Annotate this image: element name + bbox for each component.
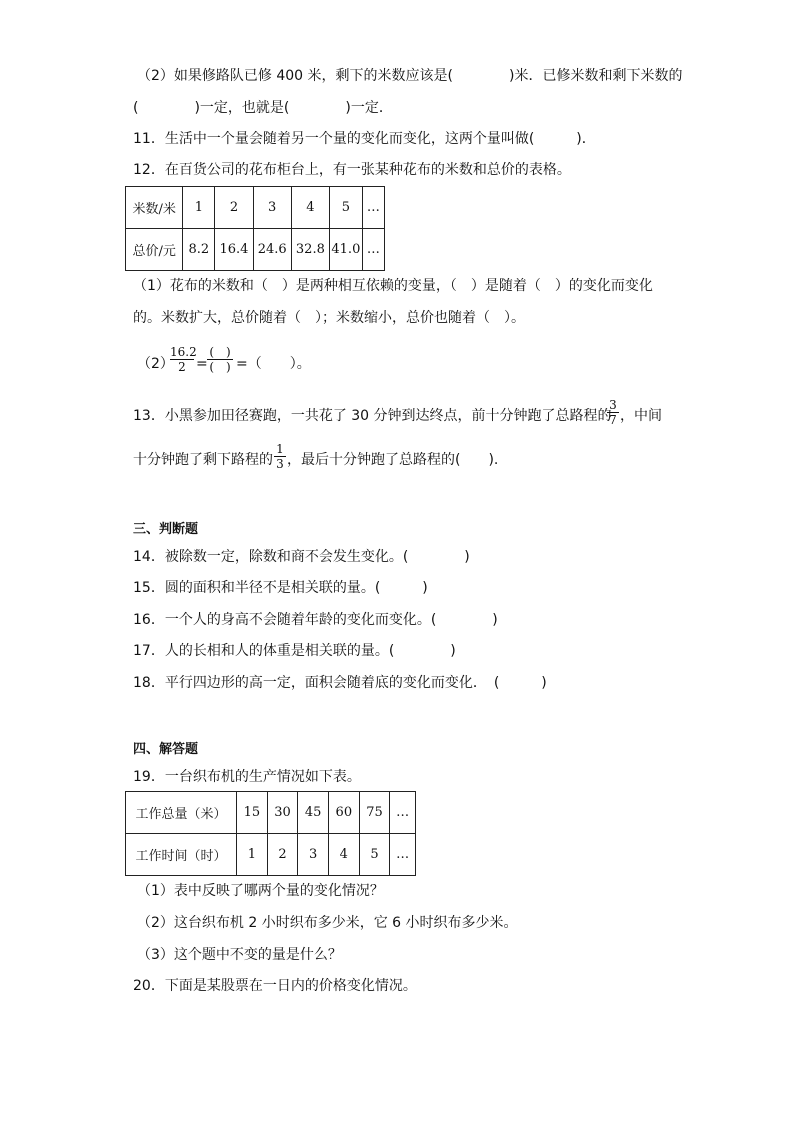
table-cell: 15 — [237, 792, 268, 834]
table-cell: … — [362, 229, 384, 271]
question-20: 20．下面是某股票在一日内的价格变化情况。 — [133, 978, 417, 994]
question-17: 17．人的长相和人的体重是相关联的量。( ) — [133, 643, 456, 659]
table-cell: 总价/元 — [126, 229, 183, 271]
table-cell: 1 — [237, 834, 268, 876]
table-cell: 工作总量（米） — [126, 792, 237, 834]
table-cell: 2 — [215, 187, 253, 229]
table-cell: 60 — [329, 792, 360, 834]
q13-line1-text: 13．小黑参加田径赛跑，一共花了 30 分钟到达终点，前十分钟跑了总路程的 — [133, 408, 612, 424]
question-16: 16．一个人的身高不会随着年龄的变化而变化。( ) — [133, 612, 498, 628]
fraction-numerator: 3 — [609, 398, 617, 412]
q12-part1-line2: 的。米数扩大，总价随着（ ）；米数缩小，总价也随着（ ）。 — [133, 310, 525, 326]
fraction-blank — [207, 345, 233, 374]
question-14: 14．被除数一定，除数和商不会发生变化。( ) — [133, 549, 470, 565]
table-cell: 45 — [298, 792, 329, 834]
q13-line2-text: 十分钟跑了剩下路程的 — [133, 452, 273, 468]
table-cell: 工作时间（时） — [126, 834, 237, 876]
fraction-1-3 — [274, 442, 286, 471]
section-4-heading: 四、解答题 — [133, 742, 199, 757]
table-cell: 5 — [359, 834, 390, 876]
table-row — [126, 229, 385, 271]
fraction-16-2-over-2 — [170, 345, 197, 374]
table-cell: 米数/米 — [126, 187, 183, 229]
table-cell: 1 — [183, 187, 215, 229]
q13-line2-end: ，最后十分钟跑了总路程的( ). — [287, 452, 499, 468]
q10-part2-line2: ( )一定，也就是( )一定． — [133, 100, 393, 116]
table-cell: 16.4 — [215, 229, 253, 271]
fraction-3-7 — [607, 398, 619, 427]
fraction-denominator: 2 — [178, 360, 186, 374]
fraction-denominator: 7 — [609, 413, 617, 427]
table-cell: 32.8 — [291, 229, 329, 271]
table-loom-production — [125, 791, 416, 876]
question-15: 15．圆的面积和半径不是相关联的量。( ) — [133, 580, 428, 596]
table-cell: … — [390, 834, 416, 876]
question-18: 18．平行四边形的高一定，面积会随着底的变化而变化． ( ) — [133, 675, 547, 691]
table-cell: 5 — [330, 187, 363, 229]
table-cell: 4 — [291, 187, 329, 229]
q10-part2-line1: （2）如果修路队已修 400 米，剩下的米数应该是( )米．已修米数和剩下米数的 — [137, 68, 683, 84]
table-cell: 2 — [267, 834, 298, 876]
q12-part1-line1: （1）花布的米数和（ ）是两种相互依赖的变量，（ ）是随着（ ）的变化而变化 — [133, 278, 653, 294]
equals-sign: = — [196, 356, 208, 372]
q19-part1: （1）表中反映了哪两个量的变化情况？ — [137, 883, 384, 899]
table-cell: 3 — [253, 187, 291, 229]
equals-blank: =（ ）。 — [236, 356, 311, 372]
question-19: 19．一台织布机的生产情况如下表。 — [133, 769, 361, 785]
fraction-numerator: 1 — [276, 442, 284, 456]
table-cell: 3 — [298, 834, 329, 876]
table-cell: 8.2 — [183, 229, 215, 271]
table-cell: 4 — [329, 834, 360, 876]
fraction-numerator: 16.2 — [170, 345, 197, 359]
table-cell: 24.6 — [253, 229, 291, 271]
table-row — [126, 834, 416, 876]
table-cell: … — [390, 792, 416, 834]
table-row — [126, 792, 416, 834]
q19-part3: （3）这个题中不变的量是什么？ — [137, 947, 342, 963]
table-cell: 30 — [267, 792, 298, 834]
table-cell: 41.0 — [330, 229, 363, 271]
table-cloth-price — [125, 186, 385, 271]
question-11: 11．生活中一个量会随着另一个量的变化而变化，这两个量叫做( )． — [133, 131, 596, 147]
fraction-numerator-blank: ( ) — [209, 345, 231, 359]
table-cell: 75 — [359, 792, 390, 834]
q19-part2: （2）这台织布机 2 小时织布多少米，它 6 小时织布多少米。 — [137, 915, 518, 931]
fraction-denominator: 3 — [276, 457, 284, 471]
q13-line1-end: ，中间 — [620, 408, 662, 424]
table-cell: … — [362, 187, 384, 229]
table-row — [126, 187, 385, 229]
fraction-denominator-blank: ( ) — [209, 360, 231, 374]
q12-part2-label: （2） — [137, 356, 174, 372]
question-12: 12．在百货公司的花布柜台上，有一张某种花布的米数和总价的表格。 — [133, 162, 571, 178]
section-3-heading: 三、判断题 — [133, 522, 199, 537]
